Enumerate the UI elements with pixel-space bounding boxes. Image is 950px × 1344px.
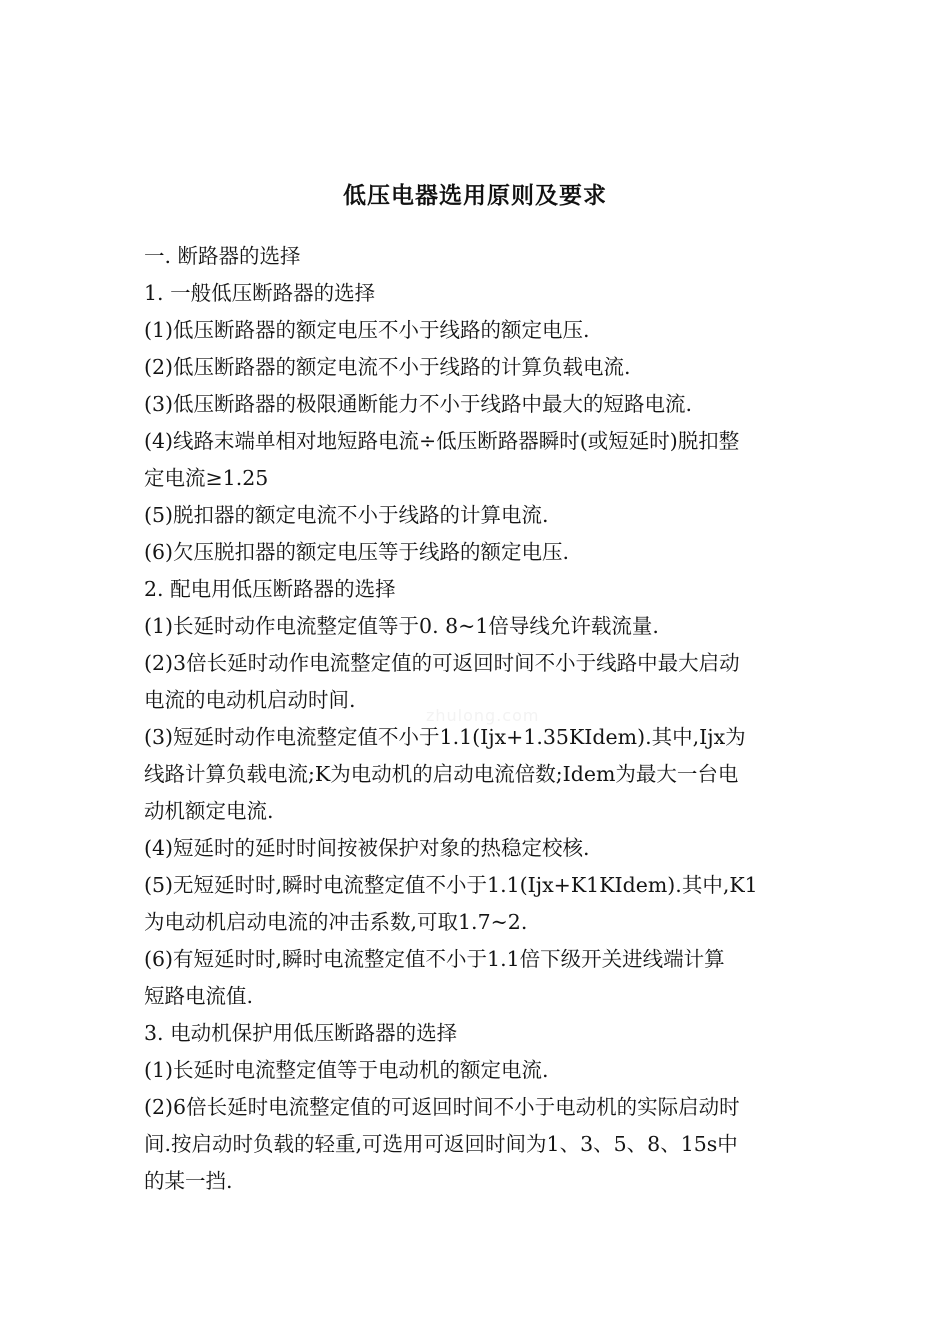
paragraph-line: (4)短延时的延时时间按被保护对象的热稳定校核. <box>144 836 590 860</box>
subsection-heading-distribution: 2. 配电用低压断路器的选择 <box>144 577 396 601</box>
paragraph-line: 动机额定电流. <box>144 799 274 823</box>
paragraph-line: (2)低压断路器的额定电流不小于线路的计算负载电流. <box>144 355 631 379</box>
paragraph-line: (5)脱扣器的额定电流不小于线路的计算电流. <box>144 503 549 527</box>
paragraph-line: (1)长延时动作电流整定值等于0. 8~1倍导线允许载流量. <box>144 614 659 638</box>
subsection-heading-general: 1. 一般低压断路器的选择 <box>144 281 376 305</box>
section-heading-breakers: 一. 断路器的选择 <box>144 244 301 268</box>
paragraph-line: 线路计算负载电流;K为电动机的启动电流倍数;Idem为最大一台电 <box>144 762 739 786</box>
paragraph-line: (4)线路末端单相对地短路电流÷低压断路器瞬时(或短延时)脱扣整 <box>144 429 740 453</box>
paragraph-line: (1)低压断路器的额定电压不小于线路的额定电压. <box>144 318 590 342</box>
paragraph-line: 短路电流值. <box>144 984 254 1008</box>
paragraph-line: 定电流≥1.25 <box>144 466 269 490</box>
paragraph-line: 的某一挡. <box>144 1169 233 1193</box>
subsection-heading-motor: 3. 电动机保护用低压断路器的选择 <box>144 1021 458 1045</box>
paragraph-line: (2)6倍长延时电流整定值的可返回时间不小于电动机的实际启动时 <box>144 1095 740 1119</box>
paragraph-line: 为电动机启动电流的冲击系数,可取1.7~2. <box>144 910 528 934</box>
watermark: zhulong.com <box>426 706 540 725</box>
paragraph-line: (2)3倍长延时动作电流整定值的可返回时间不小于线路中最大启动 <box>144 651 740 675</box>
document-body <box>144 238 816 1200</box>
paragraph-line: 电流的电动机启动时间. <box>144 688 356 712</box>
paragraph-line: (6)欠压脱扣器的额定电压等于线路的额定电压. <box>144 540 570 564</box>
paragraph-line: (5)无短延时时,瞬时电流整定值不小于1.1(Ijx+K1KIdem).其中,K1 <box>144 873 758 897</box>
paragraph-line: 间.按启动时负载的轻重,可选用可返回时间为1、3、5、8、15s中 <box>144 1132 738 1156</box>
document-title: 低压电器选用原则及要求 <box>343 183 607 209</box>
paragraph-line: (3)短延时动作电流整定值不小于1.1(Ijx+1.35KIdem).其中,Ijx为 <box>144 725 746 749</box>
paragraph-line: (1)长延时电流整定值等于电动机的额定电流. <box>144 1058 549 1082</box>
paragraph-line: (3)低压断路器的极限通断能力不小于线路中最大的短路电流. <box>144 392 693 416</box>
paragraph-line: (6)有短延时时,瞬时电流整定值不小于1.1倍下级开关进线端计算 <box>144 947 725 971</box>
